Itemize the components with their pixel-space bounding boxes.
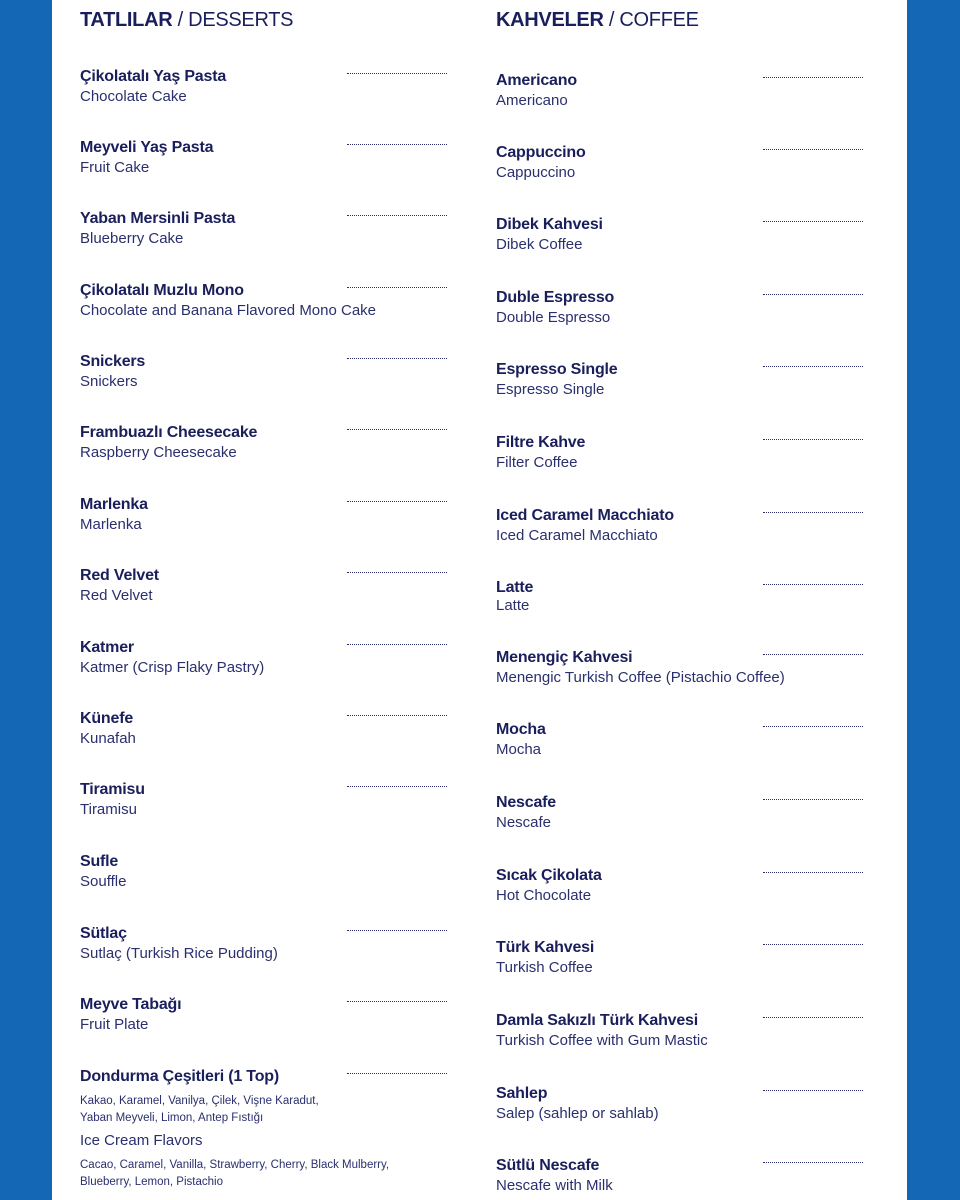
ice-cream-flavors-tr — [80, 1093, 450, 1127]
price-leader-dots — [347, 1001, 447, 1002]
item-name: Duble Espresso — [496, 289, 615, 306]
item-description: Iced Caramel Macchiato — [496, 527, 658, 544]
item-description: Turkish Coffee with Gum Mastic — [496, 1032, 708, 1049]
item-name: Dondurma Çeşitleri (1 Top) — [80, 1068, 279, 1085]
item-name: Filtre Kahve — [496, 434, 586, 451]
menu-item — [80, 423, 450, 463]
menu-item — [496, 648, 866, 688]
item-description: Americano — [496, 92, 568, 109]
item-description: Red Velvet — [80, 587, 153, 604]
item-name: Red Velvet — [80, 567, 159, 584]
price-leader-dots — [347, 786, 447, 787]
menu-item — [80, 138, 450, 178]
menu-item — [496, 506, 866, 546]
menu-item — [496, 938, 866, 978]
item-name: Cappuccino — [496, 144, 586, 161]
menu-item — [496, 1084, 866, 1124]
item-name: Nescafe — [496, 794, 556, 811]
menu-item — [496, 215, 866, 255]
menu-item — [496, 360, 866, 400]
item-description: Fruit Cake — [80, 159, 150, 176]
menu-item — [496, 143, 866, 183]
menu-item — [496, 71, 866, 111]
price-leader-dots — [347, 644, 447, 645]
item-name: Espresso Single — [496, 361, 618, 378]
menu-item — [80, 566, 450, 606]
item-name: Sütlaç — [80, 925, 127, 942]
item-description: Chocolate Cake — [80, 88, 187, 105]
ice-cream-flavors-en — [80, 1157, 450, 1191]
flavors-en-line: Blueberry, Lemon, Pistachio — [80, 1176, 223, 1188]
item-description: Espresso Single — [496, 381, 605, 398]
menu-item — [496, 433, 866, 473]
item-name: Çikolatalı Muzlu Mono — [80, 282, 244, 299]
item-name: Sıcak Çikolata — [496, 867, 602, 884]
price-leader-dots — [347, 215, 447, 216]
item-description: Salep (sahlep or sahlab) — [496, 1105, 659, 1122]
item-name: Frambuazlı Cheesecake — [80, 424, 258, 441]
item-description: Filter Coffee — [496, 454, 578, 471]
price-leader-dots — [347, 930, 447, 931]
price-leader-dots — [763, 294, 863, 295]
heading-separator: / — [603, 9, 620, 31]
desserts-heading-en: DESSERTS — [188, 9, 294, 31]
item-description: Nescafe — [496, 814, 552, 831]
menu-item — [80, 709, 450, 749]
item-description: Souffle — [80, 873, 127, 890]
flavors-tr-line: Yaban Meyveli, Limon, Antep Fıstığı — [80, 1112, 264, 1124]
item-description: Sutlaç (Turkish Rice Pudding) — [80, 945, 278, 962]
item-name: Menengiç Kahvesi — [496, 649, 633, 666]
menu-item — [80, 924, 450, 964]
flavors-tr-line: Kakao, Karamel, Vanilya, Çilek, Vişne Karadut, — [80, 1095, 319, 1107]
price-leader-dots — [763, 1017, 863, 1018]
menu-item — [496, 720, 866, 760]
price-leader-dots — [763, 726, 863, 727]
item-description: Turkish Coffee — [496, 959, 593, 976]
menu-page — [52, 0, 907, 1200]
price-leader-dots — [763, 512, 863, 513]
menu-item — [80, 495, 450, 535]
price-leader-dots — [347, 358, 447, 359]
menu-item — [496, 793, 866, 833]
price-leader-dots — [763, 1090, 863, 1091]
price-leader-dots — [763, 944, 863, 945]
item-description: Hot Chocolate — [496, 887, 592, 904]
item-name: Damla Sakızlı Türk Kahvesi — [496, 1012, 699, 1029]
price-leader-dots — [347, 429, 447, 430]
price-leader-dots — [763, 872, 863, 873]
price-leader-dots — [763, 1162, 863, 1163]
menu-item — [80, 352, 450, 392]
item-description: Kunafah — [80, 730, 136, 747]
item-description: Fruit Plate — [80, 1016, 149, 1033]
price-leader-dots — [347, 715, 447, 716]
menu-item — [496, 866, 866, 906]
desserts-heading — [80, 9, 293, 32]
item-description: Cappuccino — [496, 164, 576, 181]
flavors-en-line: Cacao, Caramel, Vanilla, Strawberry, Cherry, Black Mulberry, — [80, 1159, 390, 1171]
item-name: Çikolatalı Yaş Pasta — [80, 68, 227, 85]
item-description: Raspberry Cheesecake — [80, 444, 237, 461]
item-name: Americano — [496, 72, 577, 89]
price-leader-dots — [763, 77, 863, 78]
item-name: Tiramisu — [80, 781, 145, 798]
price-leader-dots — [347, 73, 447, 74]
price-leader-dots — [763, 149, 863, 150]
menu-item — [80, 780, 450, 820]
ice-cream-item — [80, 1067, 450, 1191]
price-leader-dots — [763, 584, 863, 585]
menu-item — [496, 1156, 866, 1196]
item-name: Dibek Kahvesi — [496, 216, 603, 233]
price-leader-dots — [347, 572, 447, 573]
item-description: Marlenka — [80, 516, 142, 533]
item-name: Marlenka — [80, 496, 148, 513]
price-leader-dots — [763, 654, 863, 655]
item-name: Mocha — [496, 721, 546, 738]
item-name: Künefe — [80, 710, 134, 727]
item-description: Double Espresso — [496, 309, 611, 326]
menu-item — [80, 638, 450, 678]
menu-item — [496, 288, 866, 328]
item-description: Snickers — [80, 373, 138, 390]
menu-item — [80, 852, 450, 892]
item-name: Snickers — [80, 353, 146, 370]
item-description: Chocolate and Banana Flavored Mono Cake — [80, 302, 377, 319]
item-description: Dibek Coffee — [496, 236, 583, 253]
item-description: Mocha — [496, 741, 542, 758]
menu-item — [80, 67, 450, 107]
price-leader-dots — [763, 366, 863, 367]
item-description: Nescafe with Milk — [496, 1177, 613, 1194]
menu-item — [80, 209, 450, 249]
item-name: Sahlep — [496, 1085, 548, 1102]
item-name: Katmer — [80, 639, 134, 656]
menu-item — [496, 578, 866, 614]
ice-cream-label-en: Ice Cream Flavors — [80, 1132, 203, 1149]
price-leader-dots — [347, 287, 447, 288]
item-name: Meyveli Yaş Pasta — [80, 139, 214, 156]
desserts-heading-tr: TATLILAR — [80, 9, 173, 31]
price-leader-dots — [347, 501, 447, 502]
menu-item — [80, 281, 450, 321]
item-name: Meyve Tabağı — [80, 996, 182, 1013]
coffee-heading-tr: KAHVELER — [496, 9, 604, 31]
heading-separator: / — [172, 9, 189, 31]
item-name: Iced Caramel Macchiato — [496, 507, 674, 524]
price-leader-dots — [763, 439, 863, 440]
item-description: Menengic Turkish Coffee (Pistachio Coffee) — [496, 669, 785, 686]
item-description: Blueberry Cake — [80, 230, 184, 247]
menu-item — [80, 995, 450, 1035]
coffee-heading — [496, 9, 699, 32]
item-description: Katmer (Crisp Flaky Pastry) — [80, 659, 265, 676]
price-leader-dots — [763, 221, 863, 222]
item-name: Türk Kahvesi — [496, 939, 595, 956]
item-description: Tiramisu — [80, 801, 137, 818]
item-name: Yaban Mersinli Pasta — [80, 210, 236, 227]
price-leader-dots — [763, 799, 863, 800]
price-leader-dots — [347, 1073, 447, 1074]
menu-item — [496, 1011, 866, 1051]
price-leader-dots — [347, 144, 447, 145]
item-name: Latte — [496, 579, 534, 596]
coffee-heading-en: COFFEE — [619, 9, 699, 31]
item-description: Latte — [496, 597, 530, 614]
item-name: Sufle — [80, 853, 119, 870]
item-name: Sütlü Nescafe — [496, 1157, 600, 1174]
